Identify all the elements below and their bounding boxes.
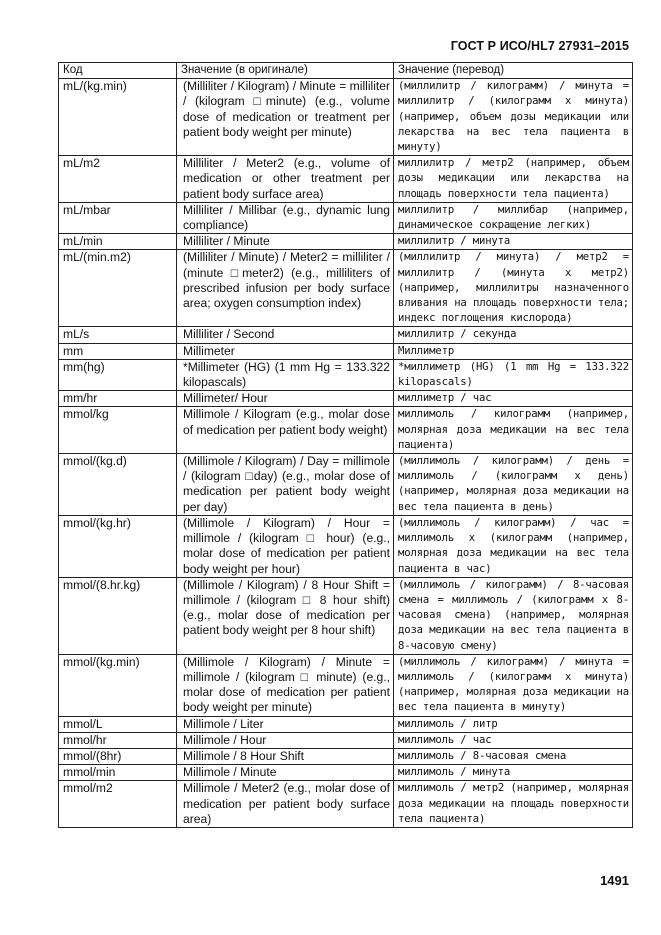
page-number: 1491: [600, 873, 629, 888]
original-meaning-cell: Milliliter / Meter2 (e.g., volume of medication or other treatment per patient body surface area): [177, 156, 394, 203]
original-meaning-cell: (Milliliter / Kilogram) / Minute = milliliter / (kilogram □minute) (e.g., volume dose of medication or treatment per patient body weight per minute): [177, 79, 394, 156]
original-meaning-cell: (Millimole / Kilogram) / Minute = millimole / (kilogram □ minute) (e.g., molar dose of medication per patient body weight per minute): [177, 654, 394, 716]
translation-cell: миллиметр / час: [394, 391, 633, 407]
code-cell: mL/(min.m2): [59, 250, 177, 327]
translation-cell: миллилитр / миллибар (например, динамическое сокращение легких): [394, 202, 633, 233]
translation-cell: (миллимоль / килограмм) / час = миллимоль x (килограмм (например, молярная доза медикации на вес тела пациента в час): [394, 515, 633, 577]
table-row: [59, 359, 633, 390]
code-cell: mm/hr: [59, 391, 177, 407]
code-cell: mL/mbar: [59, 202, 177, 233]
table-row: [59, 234, 633, 250]
translation-cell: (миллимоль / килограмм) / 8-часовая смена = миллимоль / (килограмм x 8-часовая смена) (например, молярная доза медикации на вес тела пациента в 8-часовую смену): [394, 577, 633, 654]
code-cell: mmol/hr: [59, 732, 177, 748]
translation-cell: миллимоль / килограмм (например, молярная доза медикации на вес тела пациента): [394, 407, 633, 454]
original-meaning-cell: Millimeter/ Hour: [177, 391, 394, 407]
table-row: [59, 765, 633, 781]
code-cell: mmol/(kg.min): [59, 654, 177, 716]
original-meaning-cell: Milliliter / Minute: [177, 234, 394, 250]
table-row: [59, 716, 633, 732]
table-row: [59, 407, 633, 454]
table-row: [59, 577, 633, 654]
code-cell: mL/min: [59, 234, 177, 250]
table-body: [59, 79, 633, 828]
units-table: [58, 62, 633, 828]
original-meaning-cell: Millimole / Meter2 (e.g., molar dose of medication per patient body surface area): [177, 781, 394, 828]
table-row: [59, 654, 633, 716]
code-cell: mmol/kg: [59, 407, 177, 454]
original-meaning-cell: Milliliter / Millibar (e.g., dynamic lung compliance): [177, 202, 394, 233]
original-meaning-cell: (Millimole / Kilogram) / 8 Hour Shift = millimole / (kilogram □ 8 hour shift) (e.g., molar dose of medication per patient body weight per 8 hour shift): [177, 577, 394, 654]
table-row: [59, 156, 633, 203]
table-header-row: [59, 63, 633, 79]
code-cell: mm: [59, 343, 177, 359]
code-cell: mm(hg): [59, 359, 177, 390]
table-row: [59, 79, 633, 156]
code-cell: mmol/min: [59, 765, 177, 781]
translation-cell: миллилитр / метр2 (например, объем дозы медикации или лекарства на площадь поверхности тела пациента): [394, 156, 633, 203]
table-row: [59, 327, 633, 343]
table-row: [59, 748, 633, 764]
translation-cell: Миллиметр: [394, 343, 633, 359]
table-row: [59, 781, 633, 828]
table-row: [59, 732, 633, 748]
translation-cell: миллимоль / литр: [394, 716, 633, 732]
original-meaning-cell: Millimeter: [177, 343, 394, 359]
table-row: [59, 202, 633, 233]
translation-cell: (миллимоль / килограмм) / день = миллимоль / (килограмм x день) (например, молярная доза медикации на вес тела пациента в день): [394, 454, 633, 516]
column-header-code: Код: [59, 63, 177, 79]
original-meaning-cell: (Millimole / Kilogram) / Hour = millimole / (kilogram □ hour) (e.g., molar dose of medication per patient body weight per hour): [177, 515, 394, 577]
translation-cell: миллилитр / минута: [394, 234, 633, 250]
original-meaning-cell: *Millimeter (HG) (1 mm Hg = 133.322 kilopascals): [177, 359, 394, 390]
code-cell: mmol/(kg.d): [59, 454, 177, 516]
table-row: [59, 515, 633, 577]
original-meaning-cell: Millimole / 8 Hour Shift: [177, 748, 394, 764]
table-row: [59, 391, 633, 407]
table-row: [59, 343, 633, 359]
code-cell: mmol/(kg.hr): [59, 515, 177, 577]
document-header: ГОСТ Р ИСО/HL7 27931–2015: [450, 39, 629, 53]
translation-cell: миллимоль / 8-часовая смена: [394, 748, 633, 764]
table-row: [59, 454, 633, 516]
table-row: [59, 250, 633, 327]
code-cell: mmol/(8.hr.kg): [59, 577, 177, 654]
original-meaning-cell: Millimole / Kilogram (e.g., molar dose of medication per patient body weight): [177, 407, 394, 454]
original-meaning-cell: (Milliliter / Minute) / Meter2 = milliliter / (minute □meter2) (e.g., milliliters of prescribed infusion per body surface area; oxygen consumption index): [177, 250, 394, 327]
translation-cell: миллимоль / метр2 (например, молярная доза медикации на площадь поверхности тела пациента): [394, 781, 633, 828]
translation-cell: (миллимоль / килограмм) / минута = миллимоль / (килограмм x минута) (например, молярная доза медикации на вес тела пациента в минуту): [394, 654, 633, 716]
translation-cell: миллимоль / час: [394, 732, 633, 748]
translation-cell: (миллилитр / килограмм) / минута = миллилитр / (килограмм x минута) (например, объем дозы медикации или лекарства на вес тела пациента в минуту): [394, 79, 633, 156]
original-meaning-cell: Millimole / Hour: [177, 732, 394, 748]
column-header-original: Значение (в оригинале): [177, 63, 394, 79]
code-cell: mL/m2: [59, 156, 177, 203]
original-meaning-cell: Milliliter / Second: [177, 327, 394, 343]
translation-cell: (миллилитр / минута) / метр2 = миллилитр / (минута x метр2) (например, миллилитры назначенного вливания на площадь поверхности тела; индекс поглощения кислорода): [394, 250, 633, 327]
original-meaning-cell: Millimole / Liter: [177, 716, 394, 732]
translation-cell: миллимоль / минута: [394, 765, 633, 781]
column-header-translation: Значение (перевод): [394, 63, 633, 79]
translation-cell: миллилитр / секунда: [394, 327, 633, 343]
original-meaning-cell: Millimole / Minute: [177, 765, 394, 781]
code-cell: mmol/(8hr): [59, 748, 177, 764]
translation-cell: *миллиметр (HG) (1 mm Hg = 133.322 kilopascals): [394, 359, 633, 390]
code-cell: mmol/L: [59, 716, 177, 732]
code-cell: mmol/m2: [59, 781, 177, 828]
code-cell: mL/(kg.min): [59, 79, 177, 156]
code-cell: mL/s: [59, 327, 177, 343]
original-meaning-cell: (Millimole / Kilogram) / Day = millimole / (kilogram □day) (e.g., molar dose of medication per patient body weight per day): [177, 454, 394, 516]
